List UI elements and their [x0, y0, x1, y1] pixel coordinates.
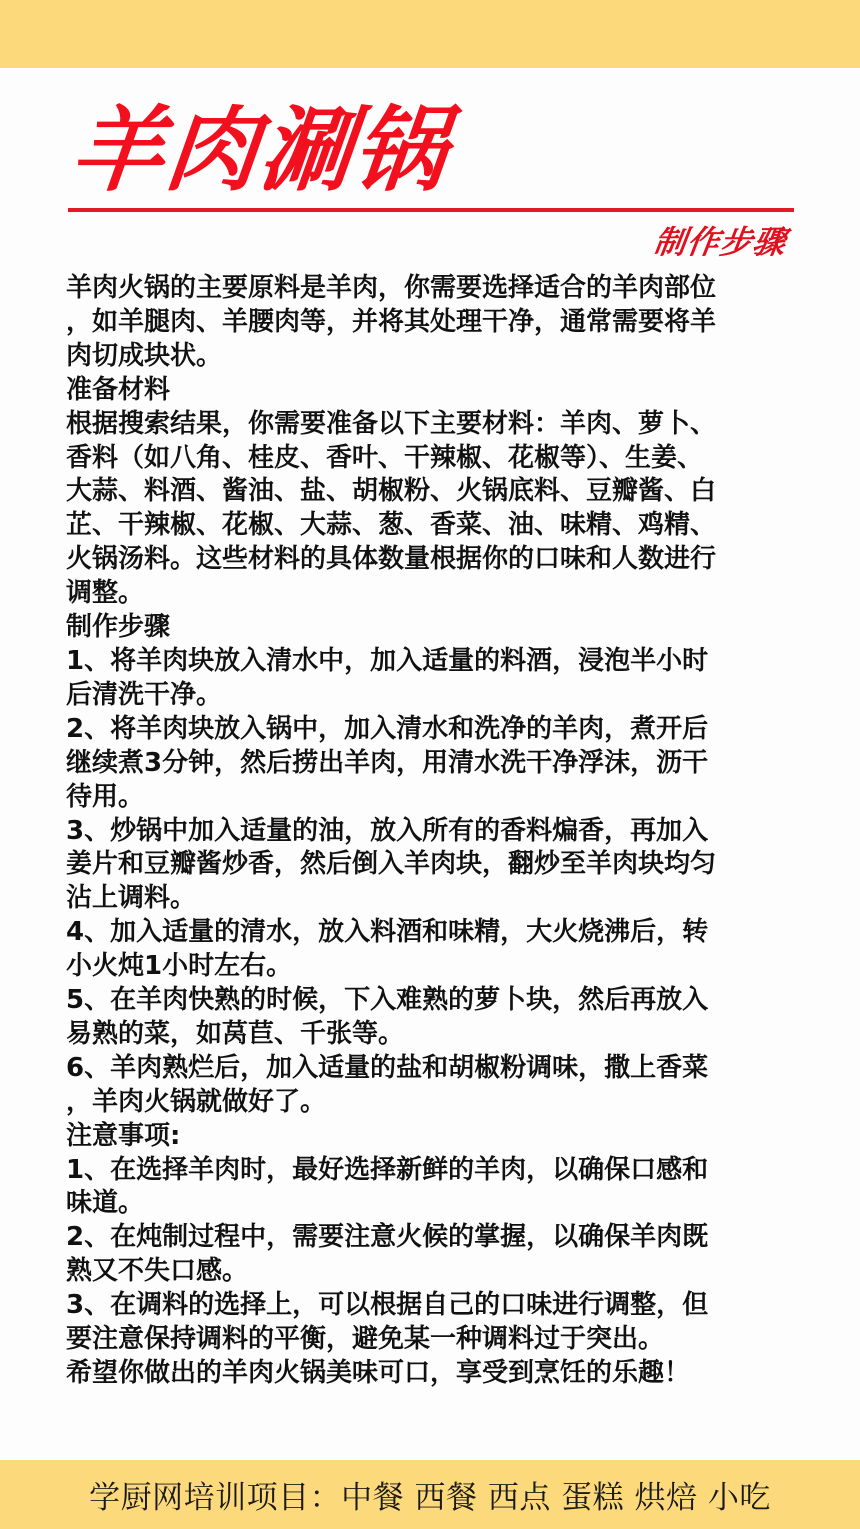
step-line: 待用。 — [66, 781, 145, 812]
note-line: 熟又不失口感。 — [66, 1256, 249, 1287]
ingredients-line: 火锅汤料。这些材料的具体数量根据你的口味和人数进行 — [66, 544, 717, 575]
footer-banner — [0, 1460, 860, 1529]
note-line: 味道。 — [66, 1188, 145, 1219]
recipe-body — [66, 272, 796, 1391]
note-line: 1、在选择羊肉时，最好选择新鲜的羊肉，以确保口感和 — [66, 1154, 709, 1185]
ingredients-line: 根据搜索结果，你需要准备以下主要材料：羊肉、萝卜、 — [66, 408, 717, 439]
step-line: 4、加入适量的清水，放入料酒和味精，大火烧沸后，转 — [66, 917, 709, 948]
step-line: 继续煮3分钟，然后捞出羊肉，用清水洗干净浮沫，沥干 — [66, 747, 709, 778]
step-line: 小火炖1小时左右。 — [66, 951, 293, 982]
intro-line: 肉切成块状。 — [66, 340, 223, 371]
ingredients-line: 芷、干辣椒、花椒、大蒜、葱、香菜、油、味精、鸡精、 — [66, 510, 717, 541]
note-line: 2、在炖制过程中，需要注意火候的掌握，以确保羊肉既 — [66, 1222, 709, 1253]
step-line: 易熟的菜，如莴苣、千张等。 — [66, 1018, 405, 1049]
step-line: 姜片和豆瓣酱炒香，然后倒入羊肉块，翻炒至羊肉块均匀 — [66, 849, 717, 880]
ingredients-line: 香料（如八角、桂皮、香叶、干辣椒、花椒等）、生姜、 — [66, 442, 704, 473]
title-divider — [68, 208, 794, 212]
step-line: 沾上调料。 — [66, 883, 197, 914]
step-line: 6、羊肉熟烂后，加入适量的盐和胡椒粉调味，撒上香菜 — [66, 1052, 709, 1083]
closing-line: 希望你做出的羊肉火锅美味可口，享受到烹饪的乐趣！ — [66, 1358, 691, 1388]
step-line: ，羊肉火锅就做好了。 — [66, 1086, 327, 1117]
page-title: 羊肉涮锅 — [66, 97, 454, 204]
step-line: 2、将羊肉块放入锅中，加入清水和洗净的羊肉，煮开后 — [66, 713, 709, 744]
page-subtitle: 制作步骤 — [651, 223, 789, 261]
ingredients-line: 调整。 — [66, 578, 145, 609]
section-heading-ingredients: 准备材料 — [66, 374, 171, 405]
intro-line: ，如羊腿肉、羊腰肉等，并将其处理干净，通常需要将羊 — [66, 306, 717, 337]
section-heading-steps: 制作步骤 — [66, 612, 171, 643]
top-banner — [0, 0, 860, 68]
step-line: 后清洗干净。 — [66, 679, 223, 710]
footer-text: 学厨网培训项目：中餐 西餐 西点 蛋糕 烘焙 小吃 — [89, 1480, 771, 1516]
step-line: 5、在羊肉快熟的时候，下入难熟的萝卜块，然后再放入 — [66, 985, 709, 1016]
intro-line: 羊肉火锅的主要原料是羊肉，你需要选择适合的羊肉部位 — [66, 273, 717, 303]
ingredients-line: 大蒜、料酒、酱油、盐、胡椒粉、火锅底料、豆瓣酱、白 — [66, 476, 717, 507]
note-line: 要注意保持调料的平衡，避免某一种调料过于突出。 — [66, 1324, 665, 1355]
section-heading-notes: 注意事项: — [66, 1120, 181, 1151]
note-line: 3、在调料的选择上，可以根据自己的口味进行调整，但 — [66, 1290, 709, 1321]
step-line: 3、炒锅中加入适量的油，放入所有的香料煸香，再加入 — [66, 815, 709, 846]
step-line: 1、将羊肉块放入清水中，加入适量的料酒，浸泡半小时 — [66, 645, 709, 676]
